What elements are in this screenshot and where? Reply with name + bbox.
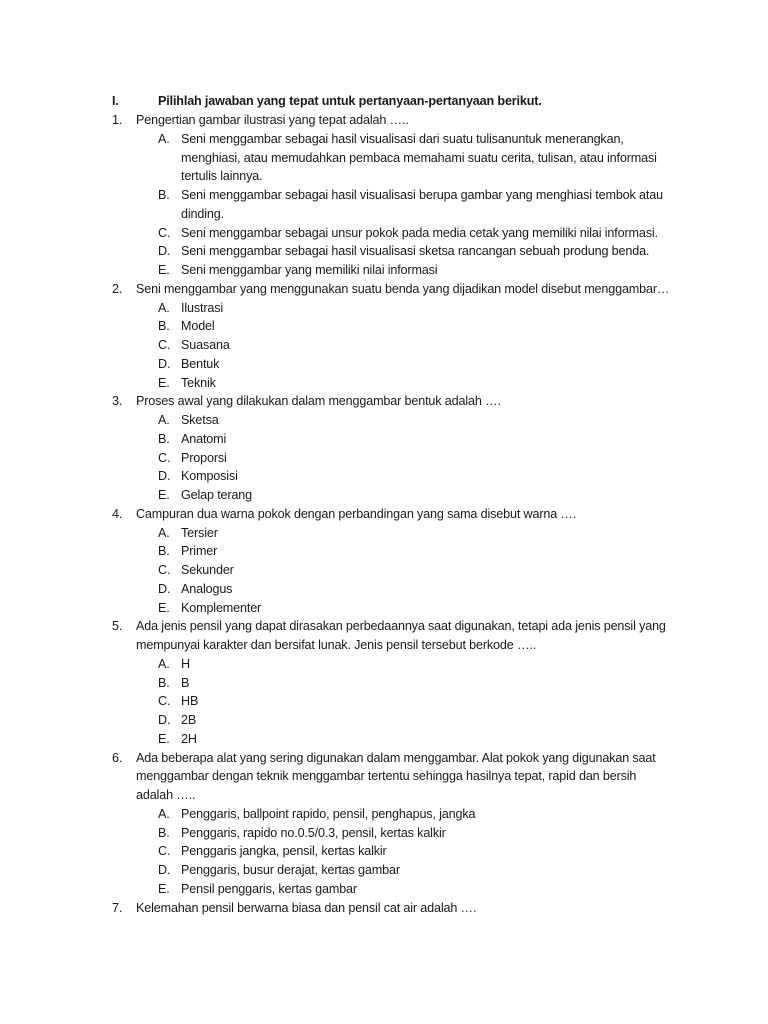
answer-option (0, 299, 768, 318)
question-item (0, 899, 768, 918)
option-text: Komplementer (181, 600, 262, 615)
section-header (0, 92, 768, 111)
option-letter: B. (158, 431, 170, 446)
option-letter: C. (158, 225, 171, 240)
answer-option (0, 317, 768, 336)
option-text: B (181, 675, 190, 690)
option-text: Primer (181, 544, 218, 559)
answer-option (0, 880, 768, 899)
option-letter: A. (158, 656, 170, 671)
option-text: Penggaris, rapido no.0.5/0.3, pensil, kertas kalkir (181, 825, 446, 840)
option-text: Suasana (181, 338, 230, 352)
option-letter: A. (158, 806, 170, 821)
option-letter: D. (158, 356, 171, 371)
option-text: Penggaris, busur derajat, kertas gambar (181, 863, 400, 877)
answer-option (0, 861, 768, 880)
option-letter: B. (158, 188, 170, 202)
question-number: 4. (112, 506, 123, 521)
option-line (0, 805, 768, 824)
option-letter: A. (158, 300, 170, 315)
option-letter: C. (158, 844, 171, 859)
option-line (0, 430, 768, 449)
answer-option (0, 730, 768, 749)
answer-option (0, 374, 768, 393)
question-line (0, 786, 768, 805)
option-letter: E. (158, 600, 170, 615)
answer-option (0, 542, 768, 561)
option-line (0, 524, 768, 543)
answer-option (0, 692, 768, 711)
question-item (0, 392, 768, 505)
option-line (0, 861, 768, 880)
question-text: Campuran dua warna pokok dengan perbandingan yang sama disebut warna …. (136, 506, 577, 521)
answer-option (0, 130, 768, 186)
option-line (0, 824, 768, 843)
option-line (0, 130, 768, 149)
answer-option (0, 561, 768, 580)
answer-option (0, 355, 768, 374)
option-letter: D. (158, 469, 171, 484)
question-number: 2. (112, 281, 123, 296)
option-text: Gelap terang (181, 488, 253, 502)
question-text: menggambar dengan teknik menggambar tertentu sehingga hasilnya tepat, rapid dan bersih (136, 769, 637, 784)
option-line (0, 224, 768, 243)
question-line (0, 617, 768, 636)
question-list (0, 111, 768, 917)
answer-option (0, 524, 768, 543)
option-line (0, 411, 768, 430)
option-line (0, 205, 768, 224)
answer-option (0, 411, 768, 430)
answer-option (0, 449, 768, 468)
option-text: Tersier (181, 525, 218, 540)
question-item (0, 111, 768, 280)
option-text: Komposisi (181, 469, 238, 484)
option-text: Seni menggambar yang memiliki nilai informasi (181, 263, 438, 277)
question-number: 5. (112, 619, 123, 634)
question-line (0, 749, 768, 768)
option-letter: D. (158, 244, 171, 259)
option-line (0, 186, 768, 205)
answer-option (0, 242, 768, 261)
question-line (0, 280, 768, 299)
option-text: Anatomi (181, 431, 227, 446)
option-line (0, 299, 768, 318)
option-text: Penggaris, ballpoint rapido, pensil, penghapus, jangka (181, 806, 476, 821)
option-letter: B. (158, 544, 170, 559)
option-line (0, 580, 768, 599)
option-line (0, 692, 768, 711)
answer-option (0, 486, 768, 505)
option-text: Seni menggambar sebagai unsur pokok pada media cetak yang memiliki nilai informasi. (181, 225, 658, 240)
option-line (0, 655, 768, 674)
question-text: Seni menggambar yang menggunakan suatu benda yang dijadikan model disebut menggambar… (136, 281, 670, 296)
option-text: Proporsi (181, 450, 227, 465)
answer-option (0, 467, 768, 486)
section-number: I. (112, 94, 119, 108)
option-line (0, 842, 768, 861)
option-text: HB (181, 694, 199, 709)
option-text: 2H (181, 731, 197, 746)
option-line (0, 542, 768, 561)
question-number: 3. (112, 394, 123, 409)
option-letter: B. (158, 319, 170, 334)
question-item (0, 505, 768, 618)
answer-option (0, 186, 768, 224)
option-line (0, 561, 768, 580)
answer-option (0, 674, 768, 693)
option-letter: A. (158, 525, 170, 540)
answer-option (0, 599, 768, 618)
option-letter: A. (158, 413, 170, 427)
question-line (0, 636, 768, 655)
option-text: Bentuk (181, 356, 220, 371)
answer-option (0, 224, 768, 243)
option-letter: E. (158, 488, 170, 502)
question-text: Ada beberapa alat yang sering digunakan dalam menggambar. Alat pokok yang digunakan saat (136, 750, 656, 765)
answer-option (0, 842, 768, 861)
question-item (0, 617, 768, 748)
option-line (0, 486, 768, 505)
option-letter: C. (158, 563, 171, 577)
option-line (0, 449, 768, 468)
question-item (0, 280, 768, 393)
option-text: menghiasi, atau memudahkan pembaca memahami suatu cerita, tulisan, atau informasi (181, 150, 657, 165)
question-text: Proses awal yang dilakukan dalam menggambar bentuk adalah …. (136, 394, 501, 409)
question-line (0, 392, 768, 411)
answer-option (0, 261, 768, 280)
answer-option (0, 580, 768, 599)
option-letter: C. (158, 338, 171, 352)
option-line (0, 336, 768, 355)
question-text: Pengertian gambar ilustrasi yang tepat adalah ….. (136, 113, 409, 127)
option-text: Sekunder (181, 563, 234, 577)
question-line (0, 899, 768, 918)
option-text: Teknik (181, 375, 216, 390)
question-item (0, 749, 768, 899)
option-text: Seni menggambar sebagai hasil visualisasi berupa gambar yang menghiasi tembok atau (181, 188, 663, 202)
option-line (0, 374, 768, 393)
option-letter: B. (158, 825, 170, 840)
question-text: adalah ….. (136, 788, 196, 802)
question-line (0, 111, 768, 130)
question-line (0, 767, 768, 786)
option-text: Ilustrasi (181, 300, 224, 315)
option-text: Seni menggambar sebagai hasil visualisasi sketsa rancangan sebuah produng benda. (181, 244, 650, 259)
option-text: Penggaris jangka, pensil, kertas kalkir (181, 844, 387, 859)
option-letter: D. (158, 581, 171, 596)
option-line (0, 880, 768, 899)
option-line (0, 355, 768, 374)
option-text: dinding. (181, 206, 224, 221)
option-line (0, 261, 768, 280)
option-text: 2B (181, 713, 197, 727)
option-text: Model (181, 319, 215, 334)
option-letter: D. (158, 713, 171, 727)
option-letter: D. (158, 863, 171, 877)
option-line (0, 674, 768, 693)
answer-option (0, 430, 768, 449)
answer-option (0, 655, 768, 674)
question-text: mempunyai karakter dan bersifat lunak. Jenis pensil tersebut berkode ….. (136, 638, 537, 652)
option-text: Analogus (181, 581, 233, 596)
question-line (0, 505, 768, 524)
answer-option (0, 711, 768, 730)
option-line (0, 467, 768, 486)
option-line (0, 711, 768, 730)
section-title: Pilihlah jawaban yang tepat untuk pertanyaan-pertanyaan berikut. (158, 94, 542, 108)
answer-option (0, 336, 768, 355)
option-text: H (181, 656, 190, 671)
option-letter: E. (158, 375, 170, 390)
option-line (0, 242, 768, 261)
question-number: 1. (112, 113, 123, 127)
question-number: 6. (112, 750, 123, 765)
option-line (0, 730, 768, 749)
question-text: Kelemahan pensil berwarna biasa dan pensil cat air adalah …. (136, 900, 477, 915)
answer-option (0, 824, 768, 843)
option-line (0, 167, 768, 186)
option-letter: C. (158, 694, 171, 709)
option-line (0, 317, 768, 336)
option-line (0, 149, 768, 168)
option-text: tertulis lainnya. (181, 169, 263, 184)
answer-option (0, 805, 768, 824)
question-text: Ada jenis pensil yang dapat dirasakan perbedaannya saat digunakan, tetapi ada jenis pensil yang (136, 619, 666, 634)
option-letter: B. (158, 675, 170, 690)
option-text: Sketsa (181, 413, 219, 427)
option-text: Seni menggambar sebagai hasil visualisasi dari suatu tulisanuntuk menerangkan, (181, 131, 624, 146)
option-letter: C. (158, 450, 171, 465)
option-letter: E. (158, 263, 170, 277)
question-number: 7. (112, 900, 123, 915)
option-text: Pensil penggaris, kertas gambar (181, 881, 357, 896)
option-letter: A. (158, 131, 170, 146)
option-letter: E. (158, 731, 170, 746)
option-line (0, 599, 768, 618)
option-letter: E. (158, 881, 170, 896)
